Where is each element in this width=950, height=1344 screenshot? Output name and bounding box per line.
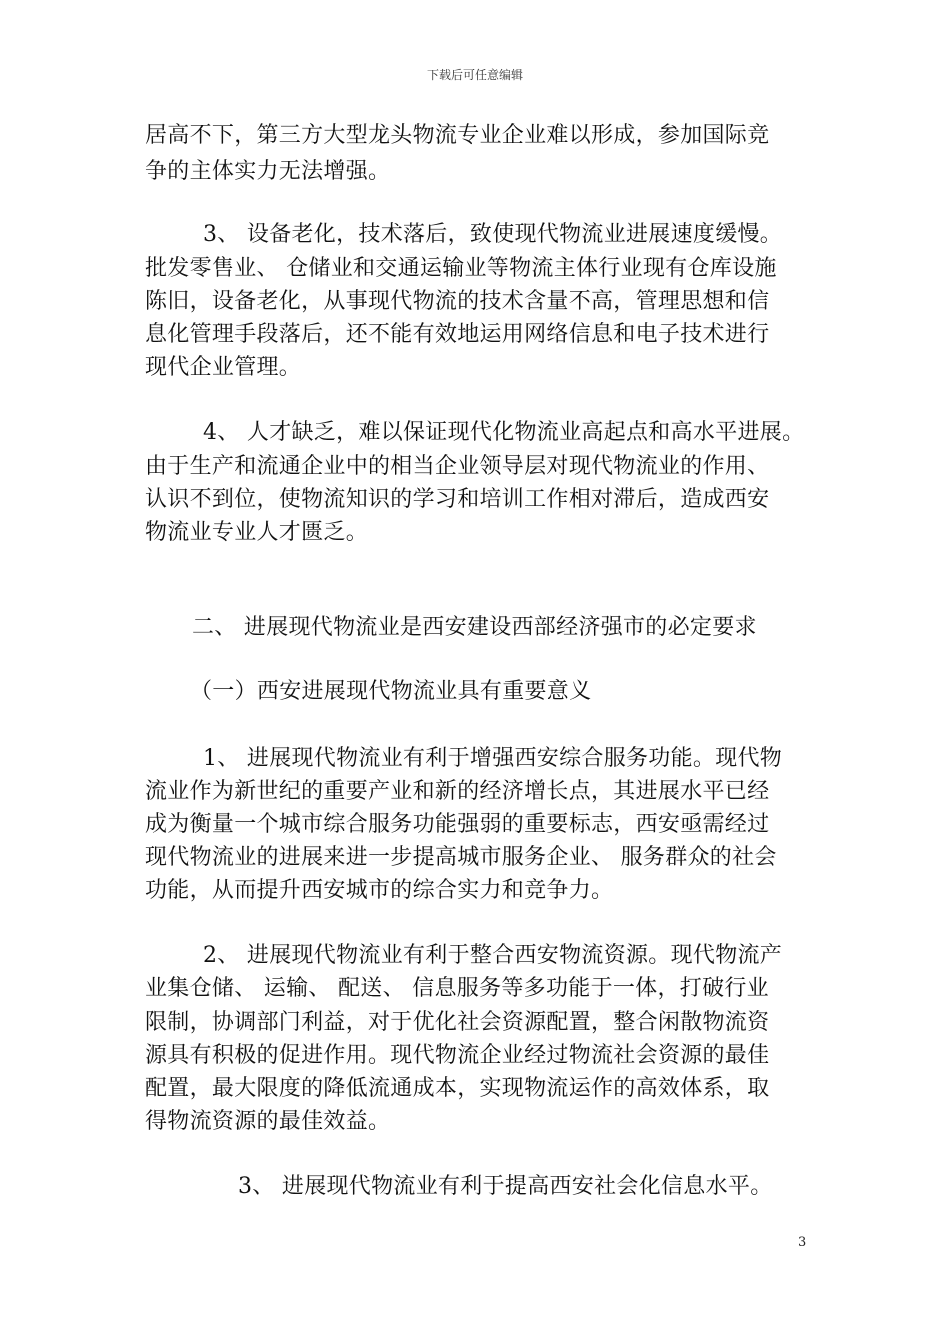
text-line: 功能，从而提升西安城市的综合实力和竞争力。 [145, 878, 614, 903]
text-line: 成为衡量一个城市综合服务功能强弱的重要标志，西安亟需经过 [145, 812, 770, 837]
text-line: 4、 人才缺乏，难以保证现代化物流业高起点和高水平进展。 [203, 420, 805, 445]
text-line: 居高不下，第三方大型龙头物流专业企业难以形成，参加国际竞 [145, 123, 770, 148]
text-line: 批发零售业、 仓储业和交通运输业等物流主体行业现有仓库设施 [145, 256, 777, 281]
page-header: 下载后可任意编辑 [426, 68, 523, 82]
text-line: 限制，协调部门利益，对于优化社会资源配置，整合闲散物流资 [145, 1010, 770, 1035]
text-line: 3、 设备老化，技术落后，致使现代物流业进展速度缓慢。 [203, 222, 783, 247]
text-line: 得物流资源的最佳效益。 [145, 1109, 391, 1134]
section-heading: 二、 进展现代物流业是西安建设西部经济强市的必定要求 [192, 615, 757, 640]
page-number: 3 [798, 1235, 807, 1250]
text-line: 物流业专业人才匮乏。 [145, 520, 369, 545]
text-line: 配置，最大限度的降低流通成本，实现物流运作的高效体系，取 [145, 1076, 770, 1101]
text-line: 息化管理手段落后，还不能有效地运用网络信息和电子技术进行 [145, 322, 770, 347]
text-line: 1、 进展现代物流业有利于增强西安综合服务功能。现代物 [203, 746, 783, 771]
text-line: 认识不到位，使物流知识的学习和培训工作相对滞后，造成西安 [145, 487, 770, 512]
subsection-heading: （一）西安进展现代物流业具有重要意义 [190, 679, 592, 704]
text-line: 现代企业管理。 [145, 355, 302, 380]
text-line: 2、 进展现代物流业有利于整合西安物流资源。现代物流产 [203, 943, 783, 968]
text-line: 陈旧，设备老化，从事现代物流的技术含量不高，管理思想和信 [145, 289, 770, 314]
text-line: 流业作为新世纪的重要产业和新的经济增长点，其进展水平已经 [145, 779, 770, 804]
text-line: 3、 进展现代物流业有利于提高西安社会化信息水平。 [238, 1174, 773, 1199]
text-line: 源具有积极的促进作用。现代物流企业经过物流社会资源的最佳 [145, 1043, 770, 1068]
text-line: 业集仓储、 运输、 配送、 信息服务等多功能于一体，打破行业 [145, 976, 769, 1001]
text-line: 由于生产和流通企业中的相当企业领导层对现代物流业的作用、 [145, 454, 770, 479]
text-line: 争的主体实力无法增强。 [145, 159, 391, 184]
text-line: 现代物流业的进展来进一步提高城市服务企业、 服务群众的社会 [145, 845, 777, 870]
